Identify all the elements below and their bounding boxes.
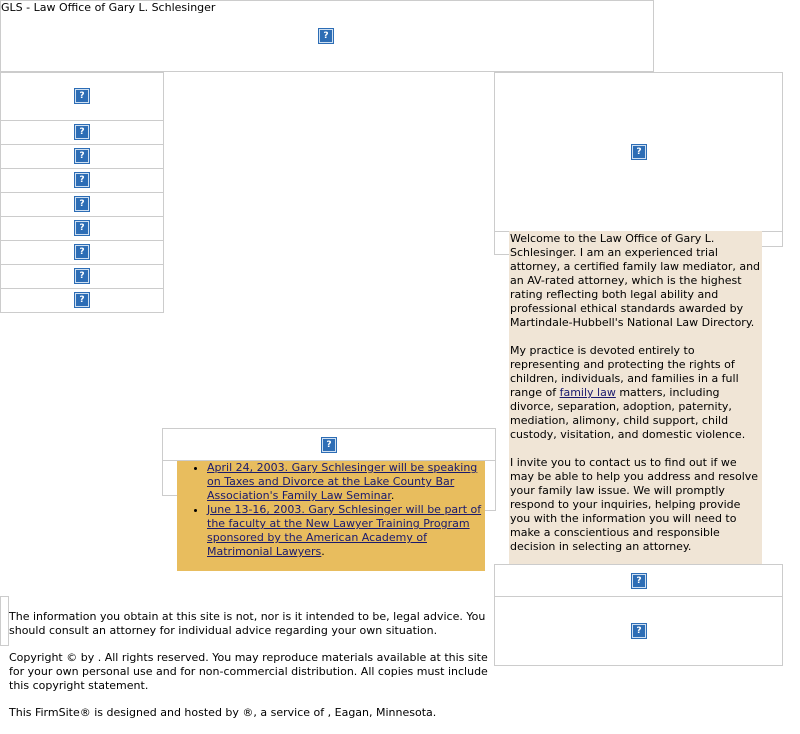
news-item-2-link[interactable]: June 13-16, 2003. Gary Schlesinger will be part of the faculty at the New Lawyer Training Program sponsored by the American Academy of Matrimonial Lawyers (207, 503, 482, 558)
site-title: GLS - Law Office of Gary L. Schlesinger (1, 1, 216, 14)
nav-item-7-icon[interactable] (75, 269, 89, 283)
nav-item-8-icon[interactable] (75, 293, 89, 307)
news-header-icon (322, 438, 336, 452)
footer-copyright: Copyright © by . All rights reserved. You may reproduce materials available at this site for your own personal use and for non-commercial distribution. All copies must include this copyright statement. (9, 651, 488, 692)
nav-item-4-icon[interactable] (75, 197, 89, 211)
nav-item-6-icon[interactable] (75, 245, 89, 259)
news-item (207, 461, 485, 503)
news-item (207, 503, 485, 559)
welcome-paragraph-2-text-end: matters, including divorce, separation, adoption, paternity, mediation, alimony, child support, child custody, visitation, and domestic violence. (510, 386, 746, 441)
bottom-image-icon (632, 624, 646, 638)
nav-item-1-icon[interactable] (75, 125, 89, 139)
family-law-link[interactable]: family law (559, 386, 616, 399)
nav-item-5-icon[interactable] (75, 221, 89, 235)
footer-copyright-wrap (9, 651, 494, 693)
footer-disclaimer-wrap (9, 610, 494, 638)
welcome-paragraph-2-text: My practice is devoted entirely to representing and protecting the rights of children, individuals, and families in a full range of (510, 344, 739, 399)
welcome-paragraph-3: I invite you to contact us to find out if we may be able to help you address and resolve your family law issue. We will promptly respond to your inquiries, helping provide you with the information you will need to make a conscientious and responsible decision in selecting an attorney. (510, 456, 759, 553)
nav-item-3-icon[interactable] (75, 173, 89, 187)
welcome-panel (509, 231, 762, 564)
news-right-spacer (484, 460, 496, 511)
banner-image-icon (319, 29, 333, 43)
welcome-paragraph-1: Welcome to the Law Office of Gary L. Schlesinger. I am an experienced trial attorney, a certified family law mediator, and an AV-rated attorney, which is the highest rating reflecting both legal ability and professional ethical standards awarded by Martindale-Hubbell's National Law Directory. (510, 232, 761, 329)
nav-item-2-icon[interactable] (75, 149, 89, 163)
news-list (177, 461, 485, 559)
welcome-left-spacer (494, 231, 510, 255)
footer-hosted-wrap (9, 706, 494, 720)
news-item-2-suffix: . (321, 545, 325, 558)
news-item-1-suffix: . (390, 489, 395, 502)
news-left-spacer (162, 460, 178, 496)
welcome-right-spacer (761, 231, 783, 247)
news-panel (177, 461, 485, 571)
footer-disclaimer: The information you obtain at this site is not, nor is it intended to be, legal advice. You should consult an attorney for individual advice regarding your own situation. (9, 610, 486, 637)
contact-image-icon[interactable] (632, 574, 646, 588)
news-item-1-link[interactable]: April 24, 2003. Gary Schlesinger will be speaking on Taxes and Divorce at the Lake County Bar Association's Family Law Seminar (207, 461, 478, 502)
photo-image-icon (632, 145, 646, 159)
footer-hosted: This FirmSite® is designed and hosted by ®, a service of , Eagan, Minnesota. (9, 706, 437, 719)
footer-left-spacer (0, 596, 9, 646)
logo-image-icon (75, 89, 89, 103)
welcome-paragraph-2 (510, 344, 762, 442)
